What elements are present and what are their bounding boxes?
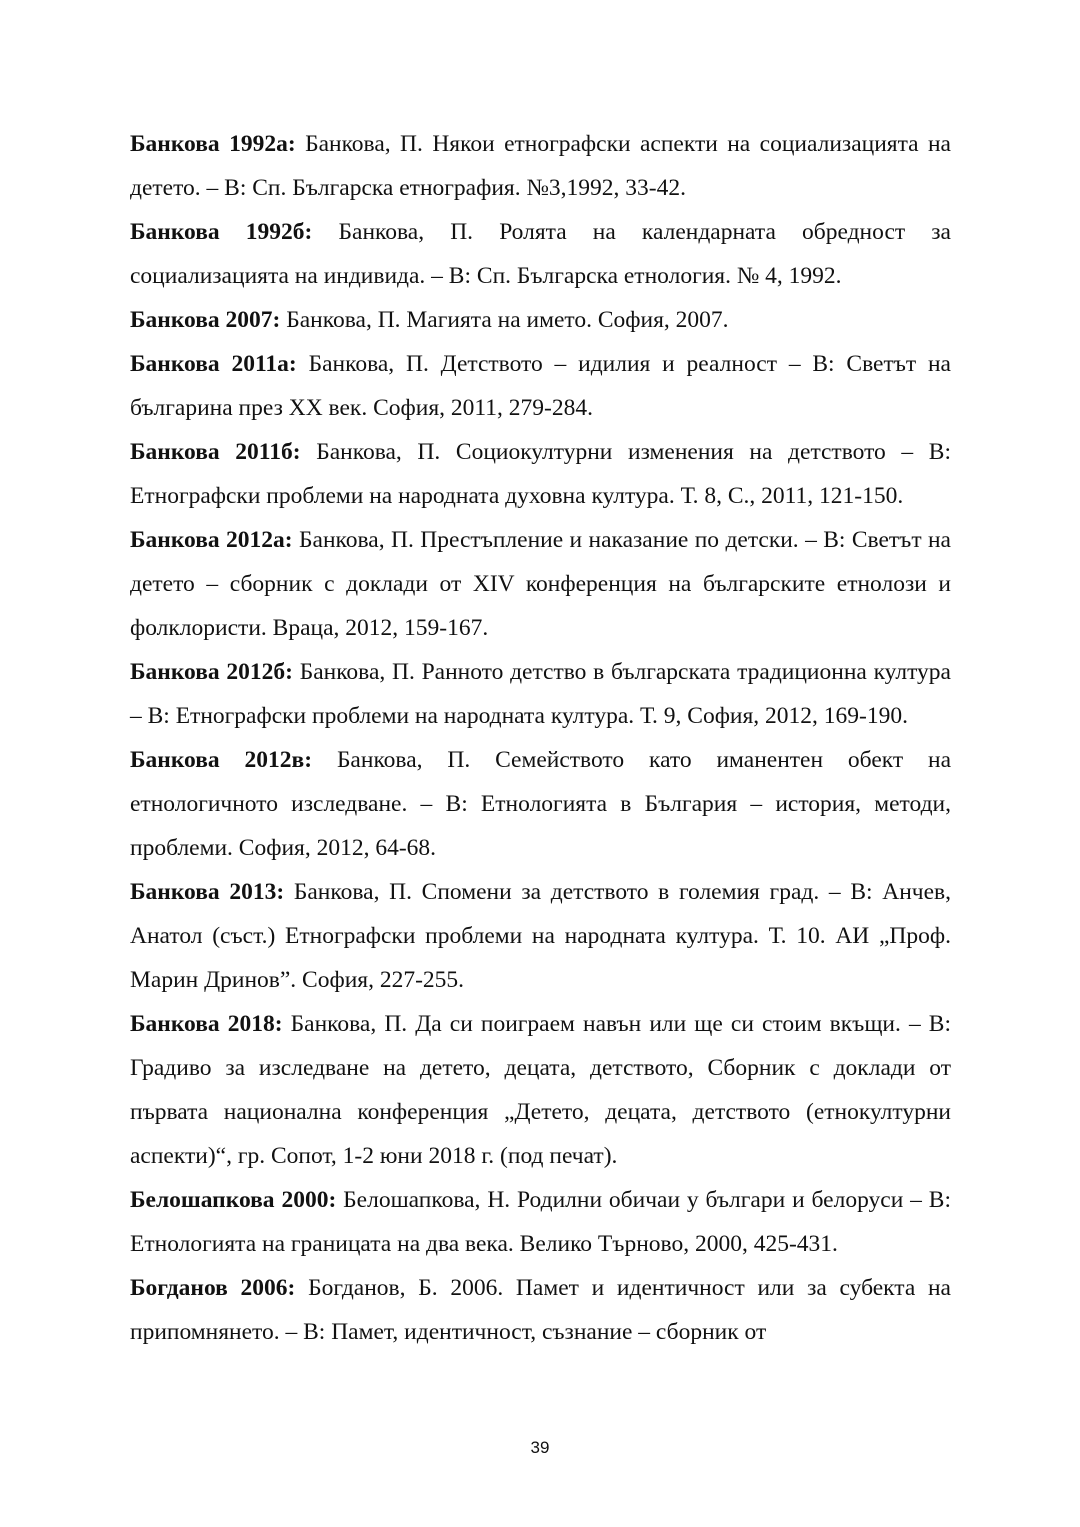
entry-key: Банкова 1992а: (130, 131, 296, 157)
entry-key: Богданов 2006: (130, 1275, 296, 1301)
page-number: 39 (530, 1438, 550, 1457)
bibliography-entry (130, 298, 951, 342)
bibliography-entry (130, 650, 951, 738)
entry-key: Банкова 2007: (130, 307, 281, 333)
bibliography-entry (130, 430, 951, 518)
entry-key: Белошапкова 2000: (130, 1187, 337, 1213)
entry-text: Банкова, П. Престъпление и наказание по детски. – В: Светът на детето – сборник с доклади от XIV конференция на българските етнолози и фолклористи. Враца, 2012, 159-167. (130, 527, 951, 641)
bibliography-entry (130, 1002, 951, 1178)
bibliography-entry (130, 518, 951, 650)
bibliography-list (130, 122, 951, 1354)
bibliography-entry (130, 738, 951, 870)
entry-text: Банкова, П. Магията на името. София, 2007. (286, 307, 729, 333)
entry-text: Банкова, П. Спомени за детството в големия град. – В: Анчев, Анатол (съст.) Етнографски проблеми на народната култура. Т. 10. АИ „Проф. Марин Дринов”. София, 227-255. (130, 879, 951, 993)
entry-text: Богданов, Б. 2006. Памет и идентичност или за субекта на припомнянето. – В: Памет, идентичност, съзнание – сборник от (130, 1275, 951, 1345)
entry-key: Банкова 2012в: (130, 747, 313, 773)
entry-text: Банкова, П. Семейството като иманентен обект на етнологичното изследване. – В: Етнологията в България – история, методи, проблеми. София, 2012, 64-68. (130, 747, 952, 861)
entry-text: Банкова, П. Ранното детство в българската традиционна култура – В: Етнографски проблеми на народната култура. Т. 9, София, 2012, 169-190. (130, 659, 951, 729)
bibliography-entry (130, 1178, 951, 1266)
entry-key: Банкова 1992б: (130, 219, 313, 245)
bibliography-entry (130, 1266, 951, 1354)
entry-text: Банкова, П. Някои етнографски аспекти на социализацията на детето. – В: Сп. Българска етнография. №3,1992, 33-42. (130, 131, 951, 201)
entry-text: Белошапкова, Н. Родилни обичаи у българи и белоруси – В: Етнологията на границата на два века. Велико Търново, 2000, 425-431. (130, 1187, 952, 1257)
bibliography-entry (130, 122, 951, 210)
entry-key: Банкова 2012б: (130, 659, 293, 685)
entry-key: Банкова 2011а: (130, 351, 297, 377)
entry-text: Банкова, П. Да си поиграем навън или ще си стоим вкъщи. – В: Градиво за изследване на детето, децата, детството, Сборник с доклади от първата национална конференция „Детето, децата, детството (етнокултурни аспекти)“, гр. Сопот, 1-2 юни 2018 г. (под печат). (130, 1011, 952, 1169)
entry-key: Банкова 2018: (130, 1011, 283, 1037)
entry-key: Банкова 2013: (130, 879, 285, 905)
entry-text: Банкова, П. Ролята на календарната обредност за социализацията на индивида. – В: Сп. Българска етнология. № 4, 1992. (130, 219, 951, 289)
bibliography-entry (130, 870, 951, 1002)
entry-text: Банкова, П. Детството – идилия и реалност – В: Светът на българина през ХХ век. София, 2011, 279-284. (130, 351, 951, 421)
entry-text: Банкова, П. Социокултурни изменения на детството – В: Етнографски проблеми на народната духовна култура. Т. 8, С., 2011, 121-150. (130, 439, 951, 509)
bibliography-entry (130, 210, 951, 298)
entry-key: Банкова 2011б: (130, 439, 301, 465)
bibliography-entry (130, 342, 951, 430)
entry-key: Банкова 2012а: (130, 527, 293, 553)
